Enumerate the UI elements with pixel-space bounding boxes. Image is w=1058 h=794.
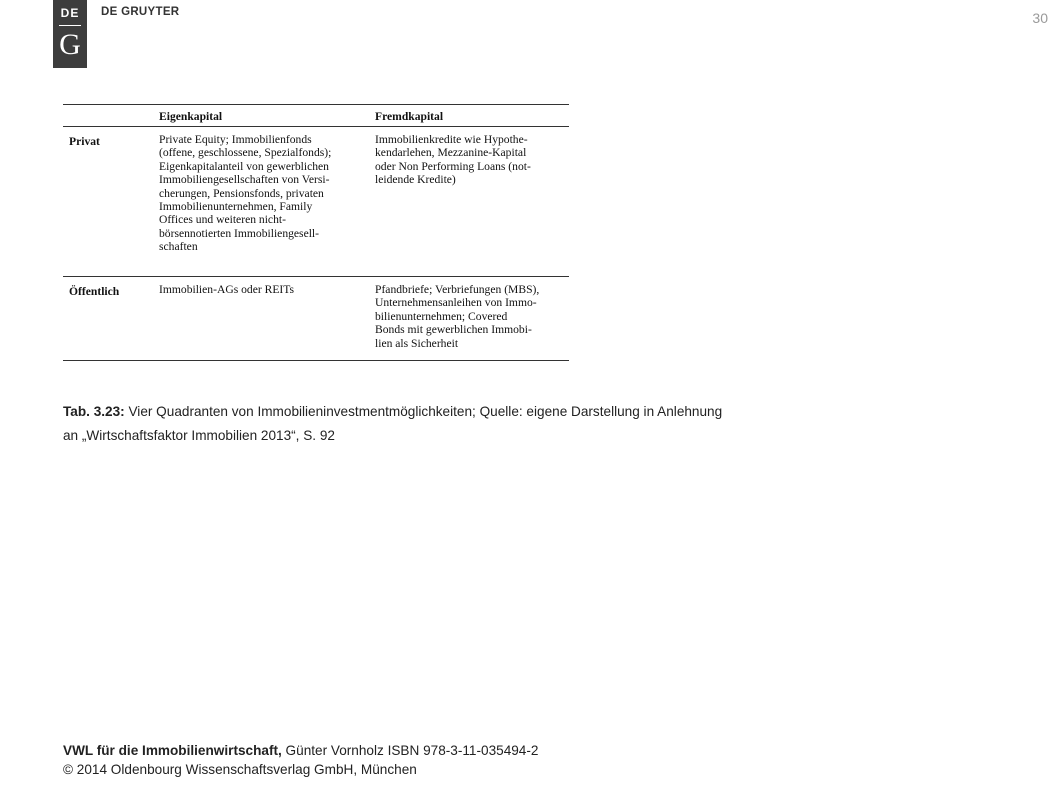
column-header-eigenkapital: Eigenkapital bbox=[159, 110, 223, 123]
quadrant-table bbox=[63, 104, 569, 361]
cell-line: bilienunternehmen; Covered bbox=[375, 309, 508, 323]
cell-line: oder Non Performing Loans (not- bbox=[375, 159, 531, 173]
caption-line-2: an „Wirtschaftsfaktor Immobilien 2013“, S. 92 bbox=[63, 428, 335, 443]
cell-line: Immobiliengesellschaften von Versi- bbox=[159, 173, 330, 187]
column-header-fremdkapital: Fremdkapital bbox=[375, 110, 444, 123]
cell-oeffentlich-fremdkapital bbox=[375, 283, 569, 350]
cell-line: Immobilien-AGs oder REITs bbox=[159, 283, 295, 296]
caption-line-1 bbox=[63, 400, 863, 424]
cell-privat-eigenkapital bbox=[159, 133, 371, 254]
row-label-privat: Privat bbox=[69, 135, 100, 148]
footer-book-title: VWL für die Immobilienwirtschaft, bbox=[63, 743, 282, 758]
cell-line: Unternehmensanleihen von Immo- bbox=[375, 296, 537, 310]
caption-label: Tab. 3.23: bbox=[63, 404, 125, 419]
page-footer bbox=[63, 741, 538, 779]
table-top-rule bbox=[63, 104, 569, 105]
cell-line: Private Equity; Immobilienfonds bbox=[159, 133, 312, 146]
footer-copyright: © 2014 Oldenbourg Wissenschaftsverlag GmbH, München bbox=[63, 762, 417, 777]
cell-line: börsennotierten Immobiliengesell- bbox=[159, 226, 320, 240]
cell-line: Eigenkapitalanteil von gewerblichen bbox=[159, 159, 329, 173]
cell-line: cherungen, Pensionsfonds, privaten bbox=[159, 186, 324, 200]
footer-author-isbn: Günter Vornholz ISBN 978-3-11-035494-2 bbox=[281, 743, 539, 758]
table-bottom-rule bbox=[63, 360, 569, 361]
cell-line: kendarlehen, Mezzanine-Kapital bbox=[375, 146, 527, 160]
logo-divider bbox=[59, 25, 81, 26]
cell-line: Immobilienunternehmen, Family bbox=[159, 200, 313, 214]
cell-line: schaften bbox=[159, 240, 198, 254]
cell-line: leidende Kredite) bbox=[375, 173, 456, 187]
page-number: 30 bbox=[1032, 10, 1048, 26]
cell-line: lien als Sicherheit bbox=[375, 336, 459, 350]
publisher-logo bbox=[53, 0, 87, 68]
cell-line: Immobilienkredite wie Hypothe- bbox=[375, 133, 528, 146]
footer-citation bbox=[63, 741, 538, 760]
cell-privat-fremdkapital bbox=[375, 133, 569, 187]
row-divider bbox=[63, 276, 569, 277]
cell-line: Offices und weiteren nicht- bbox=[159, 213, 286, 227]
table-caption bbox=[63, 400, 863, 448]
cell-line: Bonds mit gewerblichen Immobi- bbox=[375, 323, 532, 337]
row-label-oeffentlich: Öffentlich bbox=[69, 285, 120, 298]
cell-line: Pfandbriefe; Verbriefungen (MBS), bbox=[375, 283, 540, 296]
publisher-name: DE GRUYTER bbox=[101, 6, 180, 18]
cell-line: (offene, geschlossene, Spezialfonds); bbox=[159, 146, 332, 160]
header-rule bbox=[63, 126, 569, 127]
cell-oeffentlich-eigenkapital bbox=[159, 283, 371, 296]
logo-bottom-text: G bbox=[59, 28, 81, 61]
logo-top-text: DE bbox=[60, 6, 80, 20]
caption-text: Vier Quadranten von Immobilieninvestmentmöglichkeiten; Quelle: eigene Darstellung in Anlehnung bbox=[124, 404, 723, 419]
